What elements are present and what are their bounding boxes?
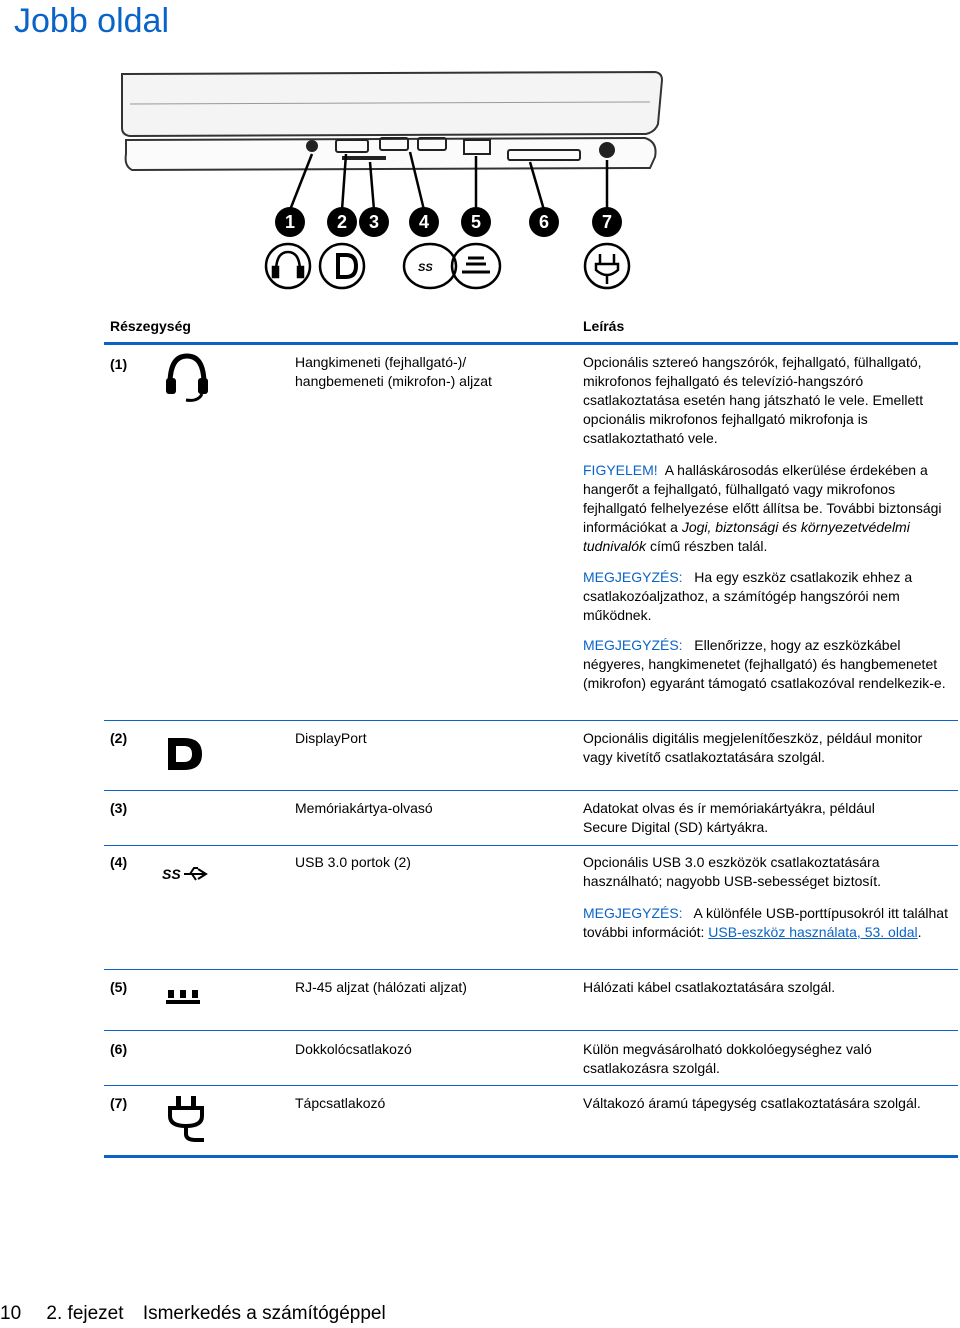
svg-text:6: 6 — [538, 212, 550, 232]
displayport-icon — [164, 736, 206, 772]
usb3-icon — [162, 864, 210, 884]
audio-port — [306, 140, 318, 152]
power-plug-icon — [166, 1094, 206, 1144]
warning-label: FIGYELEM! — [583, 462, 658, 478]
warning-text: A halláskárosodás elkerülése érdekében a hangerőt a fejhallgató, fülhallgató vagy mikrofonos fejhallgató felhelyezése előtt állítsa be. További biztonsági információkat a — [583, 462, 942, 535]
row-number: (1) — [110, 356, 128, 372]
chapter-title: Ismerkedés a számítógéppel — [142, 1303, 386, 1324]
column-header-description: Leírás — [583, 318, 625, 334]
table-bottom-rule — [104, 1155, 958, 1158]
headset-icon — [164, 352, 210, 404]
component-name: USB 3.0 portok (2) — [295, 854, 411, 870]
row-number: (5) — [110, 979, 128, 995]
component-description: Külön megvásárolható dokkolóegységhez való csatlakozásra szolgál. — [583, 1041, 872, 1076]
table-header-rule — [104, 342, 958, 345]
component-name: Tápcsatlakozó — [295, 1095, 386, 1111]
row-number: (3) — [110, 800, 128, 816]
component-name: DisplayPort — [295, 730, 367, 746]
component-name: RJ-45 aljzat (hálózati aljzat) — [295, 979, 467, 995]
svg-text:2: 2 — [336, 212, 348, 232]
component-name: Hangkimeneti (fejhallgató-)/ hangbemeneti (mikrofon-) aljzat — [295, 354, 492, 389]
note-block — [583, 568, 949, 625]
note-text: A különféle USB-porttípusokról itt találhat további információt: — [583, 905, 948, 940]
power-port — [599, 142, 615, 158]
note-text: Ellenőrizze, hogy az eszközkábel négyeres, hangkimenetet (fejhallgató) és hangbemenetet (mikrofon) egyaránt támogató csatlakozóval rendelkezik-e. — [583, 637, 946, 691]
note-block — [583, 636, 949, 693]
component-description: Adatokat olvas és ír memóriakártyákra, például Secure Digital (SD) kártyákra. — [583, 800, 875, 835]
port-symbols — [266, 244, 629, 288]
row-divider — [104, 720, 958, 721]
svg-text:5: 5 — [470, 212, 482, 232]
component-description: Váltakozó áramú tápegység csatlakoztatására szolgál. — [583, 1095, 921, 1111]
note-label: MEGJEGYZÉS: — [583, 637, 683, 653]
component-description: Opcionális USB 3.0 eszközök csatlakoztatására használható; nagyobb USB-sebességet biztosít. — [583, 854, 882, 889]
warning-reference: Jogi, biztonsági és környezetvédelmi tudnivalók — [583, 519, 910, 554]
component-name: Dokkolócsatlakozó — [295, 1041, 412, 1057]
note-label: MEGJEGYZÉS: — [583, 905, 683, 921]
page-number: 10 — [0, 1303, 22, 1324]
component-name: Memóriakártya-olvasó — [295, 800, 433, 816]
note-text: Ha egy eszköz csatlakozik ehhez a csatlakozóaljzathoz, a számítógép hangszórói nem működnek. — [583, 569, 913, 623]
laptop-side-diagram — [110, 62, 670, 302]
card-slot — [342, 156, 386, 160]
column-header-component: Részegység — [110, 318, 191, 334]
row-number: (2) — [110, 730, 128, 746]
svg-text:SS: SS — [162, 866, 181, 882]
svg-text:1: 1 — [284, 212, 296, 232]
svg-text:7: 7 — [601, 212, 613, 232]
network-symbol — [452, 244, 500, 288]
row-number: (6) — [110, 1041, 128, 1057]
row-divider — [104, 1030, 958, 1031]
chapter-label: 2. fejezet — [46, 1303, 124, 1324]
page-title: Jobb oldal — [14, 2, 170, 40]
component-description: Opcionális digitális megjelenítőeszköz, például monitor vagy kivetítő csatlakoztatására szolgál. — [583, 730, 923, 765]
component-description: Opcionális sztereó hangszórók, fejhallgató, fülhallgató, mikrofonos fejhallgató és televízió-hangszóró csatlakoztatása esetén hang játszható le vele. Emellett opcionális mikrofonos fejhallgató mikrofonja is csatlakoztatható vele. — [583, 354, 924, 446]
row-divider — [104, 790, 958, 791]
warning-block — [583, 461, 949, 556]
row-number: (4) — [110, 854, 128, 870]
callout-numbers — [275, 207, 622, 237]
warning-tail: című részben talál. — [649, 538, 768, 554]
network-icon — [164, 986, 202, 1008]
svg-text:4: 4 — [418, 212, 430, 232]
row-divider — [104, 845, 958, 846]
usb-devices-link[interactable]: USB-eszköz használata, 53. oldal — [708, 924, 918, 940]
note-block: MEGJEGYZÉS: A különféle USB-porttípusokról itt találhat további információt: USB-eszköz használata, 53. oldal. — [583, 905, 948, 940]
row-divider — [104, 1085, 958, 1086]
svg-text:SS: SS — [418, 262, 433, 274]
row-divider — [104, 969, 958, 970]
svg-text:3: 3 — [368, 212, 380, 232]
page-footer — [0, 1303, 400, 1325]
component-description: Hálózati kábel csatlakoztatására szolgál. — [583, 979, 836, 995]
row-number: (7) — [110, 1095, 128, 1111]
note-label: MEGJEGYZÉS: — [583, 569, 683, 585]
